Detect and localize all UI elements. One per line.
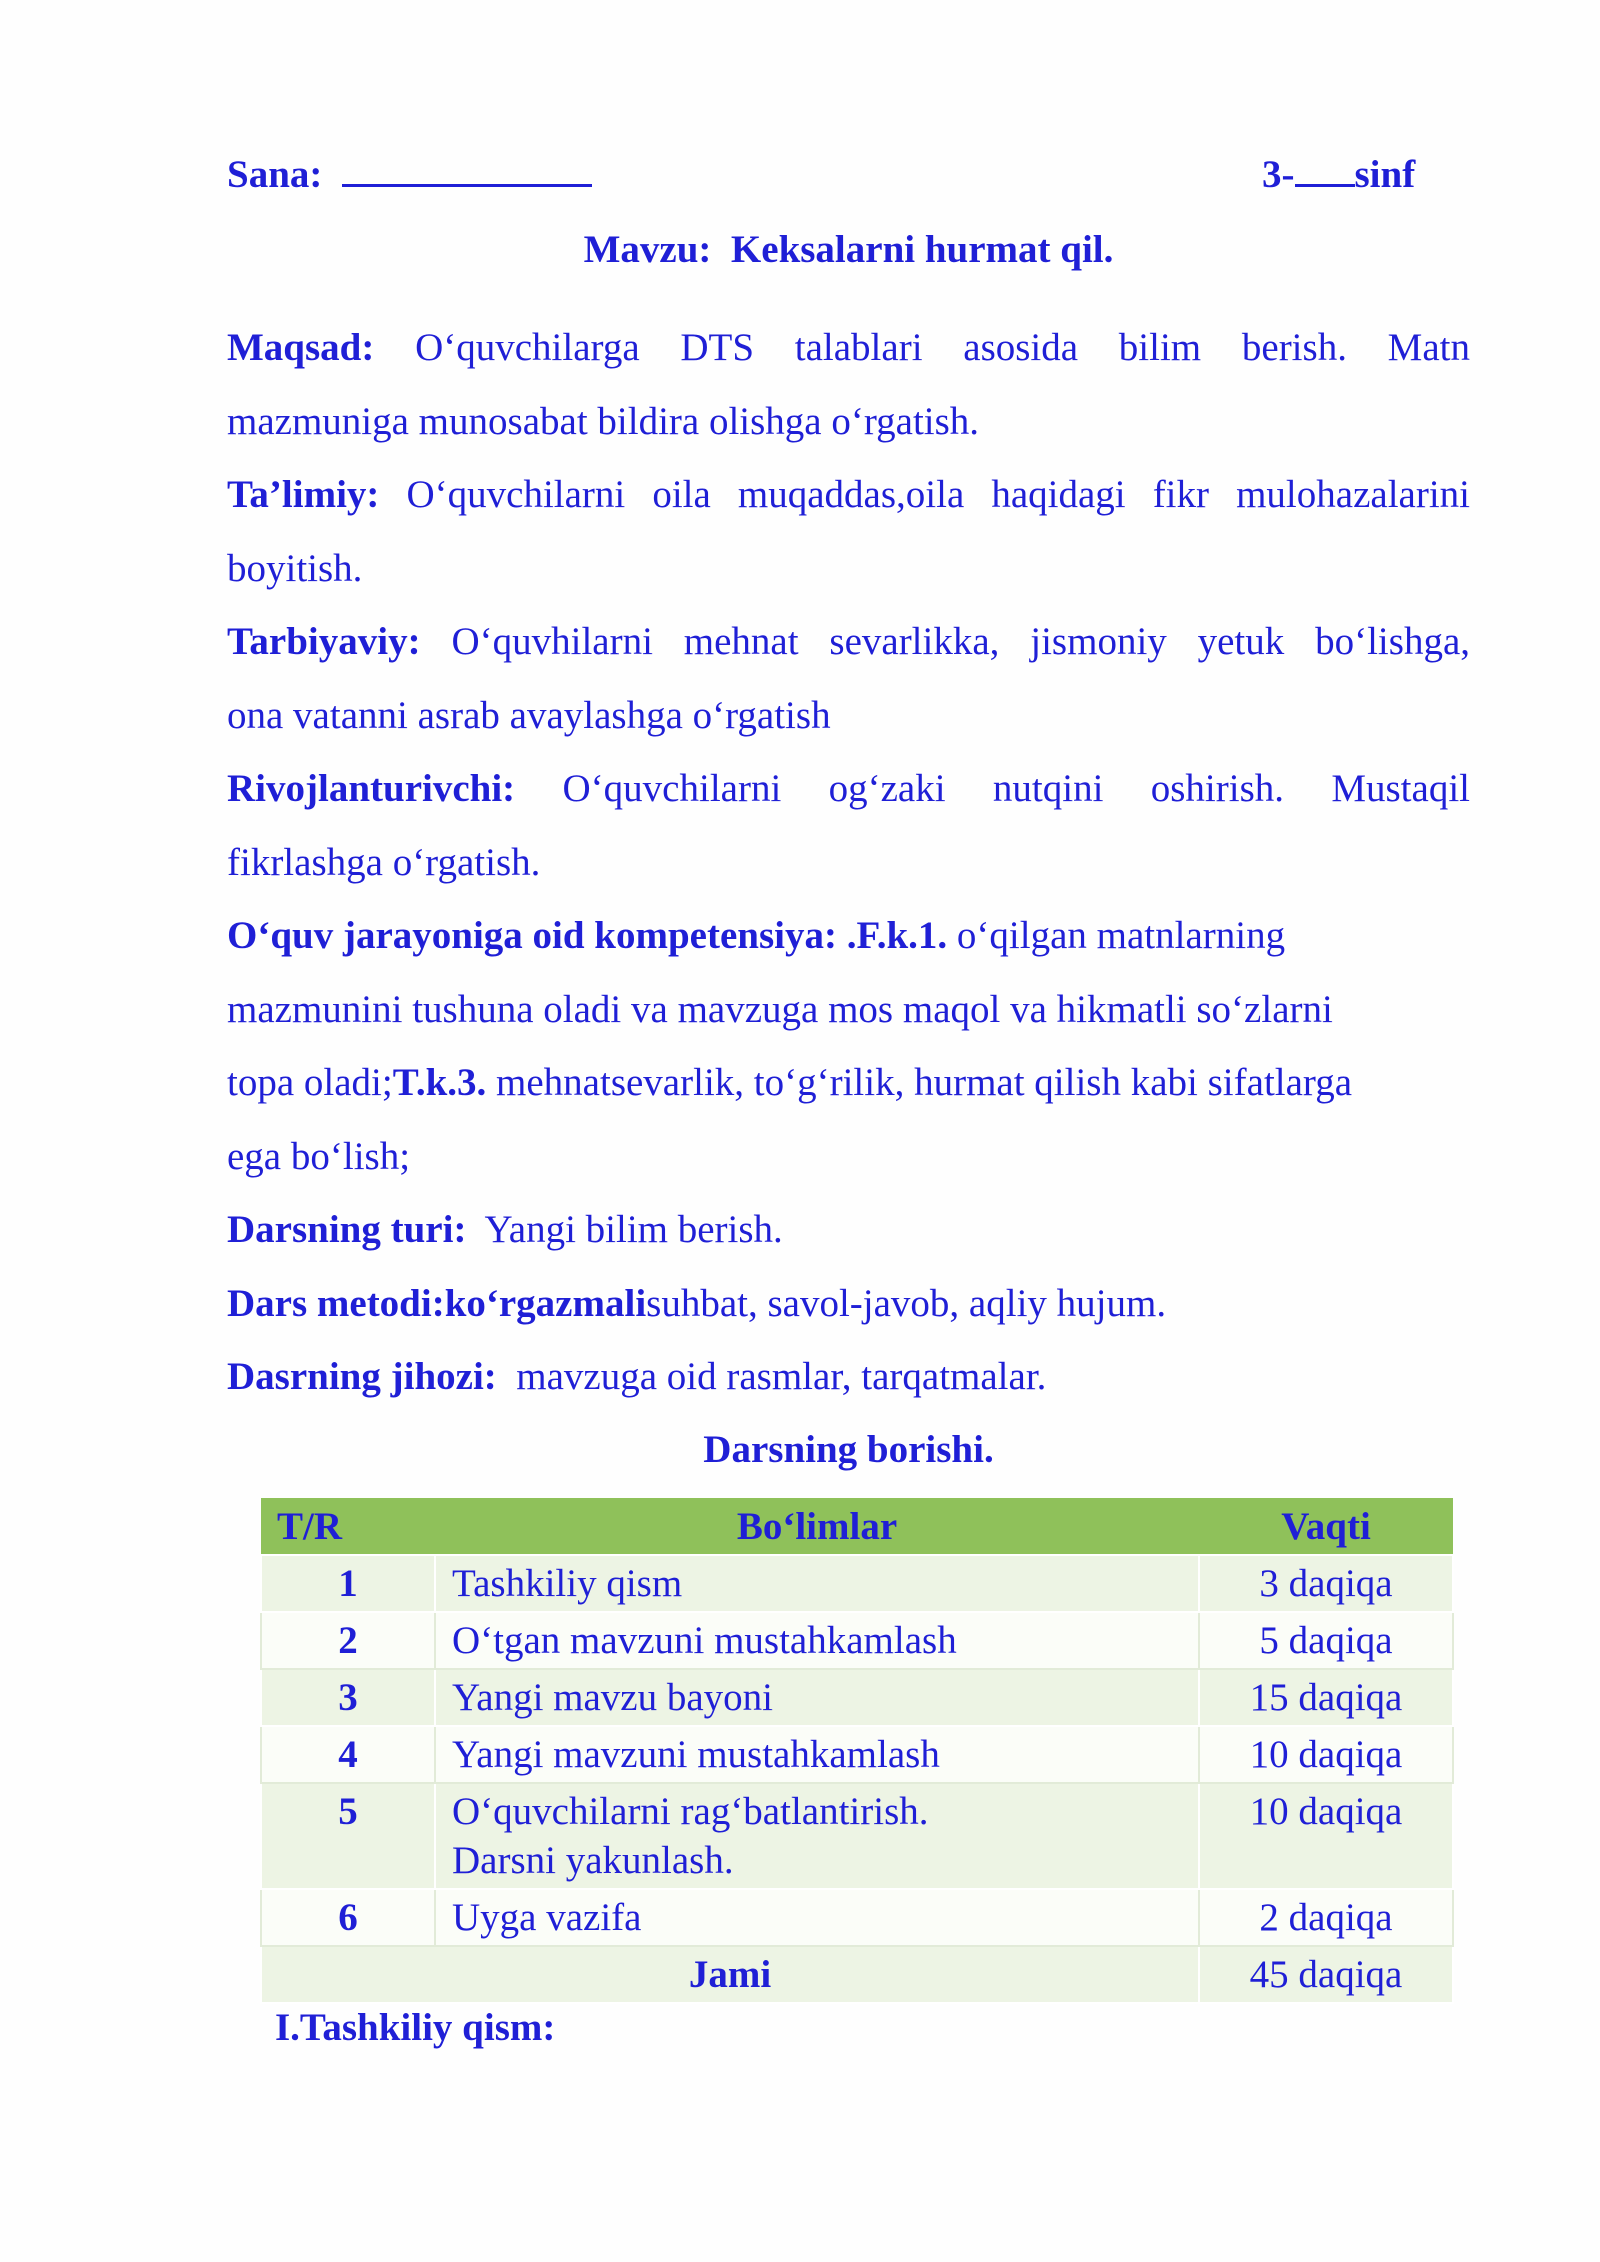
header-time: Vaqti — [1199, 1498, 1453, 1555]
rivoj-line-2: fikrlashga o‘rgatish. — [227, 841, 541, 884]
talimiy-line-1 — [227, 470, 1470, 520]
date-label: Sana: — [227, 153, 323, 196]
maqsad-line-1 — [227, 323, 1470, 373]
table-header-row — [261, 1498, 1453, 1555]
komp-line-4: ega bo‘lish; — [227, 1135, 411, 1178]
talimiy-label: Ta’limiy: — [227, 473, 380, 516]
row-time: 10 daqiqa — [1199, 1783, 1453, 1889]
row-number: 3 — [261, 1669, 435, 1726]
rivoj-text-1: O‘quvchilarni og‘zaki nutqini oshirish. Mustaqil — [562, 767, 1471, 810]
table-row — [261, 1726, 1453, 1783]
metod-line — [227, 1279, 1470, 1329]
row-section: Yangi mavzuni mustahkamlash — [435, 1726, 1199, 1783]
topic-value: Keksalarni hurmat qil. — [730, 228, 1114, 271]
row-section: Yangi mavzu bayoni — [435, 1669, 1199, 1726]
komp-label: O‘quv jarayoniga oid kompetensiya: — [227, 914, 837, 957]
row-time: 10 daqiqa — [1199, 1726, 1453, 1783]
row-time: 15 daqiqa — [1199, 1669, 1453, 1726]
komp-line-2: mazmunini tushuna oladi va mavzuga mos maqol va hikmatli so‘zlarni — [227, 988, 1333, 1031]
turi-line — [227, 1205, 1470, 1255]
topic-line — [227, 225, 1470, 275]
topic-label: Mavzu: — [583, 228, 712, 271]
table-row — [261, 1783, 1453, 1889]
maqsad-text-1: O‘quvchilarga DTS talablari asosida bilim berish. Matn — [415, 326, 1470, 369]
komp-text-3b: mehnatsevarlik, to‘g‘rilik, hurmat qilish kabi sifatlarga — [496, 1061, 1353, 1104]
komp-line-1 — [227, 911, 1470, 961]
table-row — [261, 1555, 1453, 1612]
row-number: 6 — [261, 1889, 435, 1946]
metod-value: suhbat, savol-javob, aqliy hujum. — [646, 1282, 1167, 1325]
row-section — [435, 1783, 1199, 1889]
date-field — [227, 150, 592, 197]
komp-text-3a: topa oladi; — [227, 1061, 393, 1104]
total-time: 45 daqiqa — [1199, 1946, 1453, 2003]
komp-code-2: T.k.3. — [392, 1061, 487, 1104]
row-section-line-2: Darsni yakunlash. — [452, 1839, 734, 1882]
row-number: 5 — [261, 1783, 435, 1889]
class-blank — [1295, 150, 1355, 187]
talimiy-line-2: boyitish. — [227, 547, 363, 590]
total-label: Jami — [261, 1946, 1199, 2003]
header-tr: T/R — [261, 1498, 435, 1555]
tarbiyaviy-label: Tarbiyaviy: — [227, 620, 421, 663]
maqsad-line-2: mazmuniga munosabat bildira olishga o‘rgatish. — [227, 400, 980, 443]
plan-title: Darsning borishi. — [703, 1428, 994, 1471]
jihoz-line — [227, 1352, 1470, 1402]
talimiy-text-1: O‘quvchilarni oila muqaddas,oila haqidagi fikr mulohazalarini — [406, 473, 1470, 516]
date-blank — [342, 150, 592, 187]
lesson-plan-table — [260, 1498, 1454, 2004]
turi-label: Darsning turi: — [227, 1208, 467, 1251]
maqsad-label: Maqsad: — [227, 326, 375, 369]
komp-code-1: .F.k.1. — [846, 914, 948, 957]
row-number: 1 — [261, 1555, 435, 1612]
row-time: 5 daqiqa — [1199, 1612, 1453, 1669]
class-suffix: sinf — [1354, 153, 1416, 196]
table-total-row — [261, 1946, 1453, 2003]
jihoz-value: mavzuga oid rasmlar, tarqatmalar. — [516, 1355, 1047, 1398]
class-prefix: 3- — [1262, 153, 1295, 196]
komp-line-3 — [227, 1058, 1470, 1108]
row-section: Tashkiliy qism — [435, 1555, 1199, 1612]
jihoz-label: Dasrning jihozi: — [227, 1355, 497, 1398]
class-field — [1262, 150, 1415, 197]
table-row — [261, 1669, 1453, 1726]
turi-value: Yangi bilim berish. — [484, 1208, 783, 1251]
row-section: Uyga vazifa — [435, 1889, 1199, 1946]
row-number: 2 — [261, 1612, 435, 1669]
rivoj-label: Rivojlanturivchi: — [227, 767, 516, 810]
section-heading: I.Tashkiliy qism: — [275, 2006, 556, 2049]
table-row — [261, 1612, 1453, 1669]
row-section-line-1: O‘quvchilarni rag‘batlantirish. — [452, 1790, 929, 1833]
header-sections: Bo‘limlar — [435, 1498, 1199, 1555]
table-row — [261, 1889, 1453, 1946]
row-section: O‘tgan mavzuni mustahkamlash — [435, 1612, 1199, 1669]
row-number: 4 — [261, 1726, 435, 1783]
tarbiyaviy-line-2: ona vatanni asrab avaylashga o‘rgatish — [227, 694, 831, 737]
komp-text-1: o‘qilgan matnlarning — [956, 914, 1286, 957]
tarbiyaviy-text-1: O‘quvhilarni mehnat sevarlikka, jismoniy yetuk bo‘lishga, — [451, 620, 1471, 663]
row-time: 3 daqiqa — [1199, 1555, 1453, 1612]
metod-label: Dars metodi:ko‘rgazmali — [227, 1282, 647, 1325]
rivoj-line-1 — [227, 764, 1470, 814]
tarbiyaviy-line-1 — [227, 617, 1470, 667]
row-time: 2 daqiqa — [1199, 1889, 1453, 1946]
